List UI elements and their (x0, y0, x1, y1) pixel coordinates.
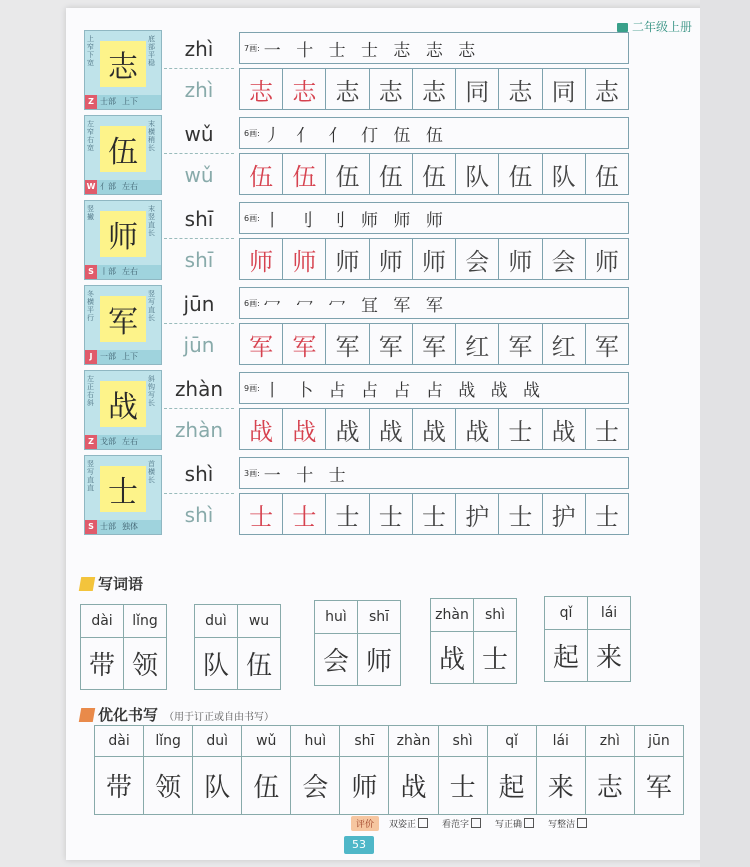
char-card (84, 455, 162, 535)
pinyin: shì (164, 455, 234, 494)
optimize-char[interactable]: 领 (155, 773, 182, 803)
word-col (238, 605, 280, 689)
radical: 丨部 (100, 267, 116, 276)
practice-cell[interactable]: 志 (594, 77, 619, 106)
checkbox[interactable] (524, 818, 534, 828)
optimize-char[interactable]: 师 (351, 773, 378, 803)
stroke-order (239, 32, 629, 64)
practice-grid (239, 68, 629, 110)
practice-cell[interactable]: 士 (283, 494, 326, 534)
practice-cell[interactable]: 志 (413, 69, 456, 109)
word-char[interactable]: 伍 (245, 651, 272, 681)
initial-letter: S (85, 265, 97, 279)
optimize-char[interactable]: 队 (204, 773, 231, 803)
stroke-order (239, 117, 629, 149)
structure-note: 竖写直直 (87, 460, 94, 492)
stroke-order (239, 202, 629, 234)
practice-grid (239, 323, 629, 365)
practice-grid (239, 408, 629, 450)
radical: 士部 (100, 522, 116, 531)
layout: 上下 (122, 352, 138, 361)
optimize-pinyin: wǔ (242, 726, 290, 757)
evaluation-item: 写整洁 (548, 817, 587, 830)
optimize-col (488, 726, 537, 814)
layout: 左右 (122, 437, 138, 446)
word-pinyin: huì (315, 601, 357, 634)
writing-tip: 斜钩写长 (148, 375, 155, 407)
word-char[interactable]: 战 (438, 645, 465, 675)
optimize-pinyin: zhàn (389, 726, 437, 757)
pinyin-trace[interactable]: zhì (184, 78, 214, 102)
stroke-count: 6画: (244, 298, 260, 308)
word-col (474, 599, 516, 683)
writing-tip: 末横稍长 (148, 120, 155, 152)
stroke-steps: 丿 亻 亻 仃 伍 伍 (263, 125, 448, 146)
word-char[interactable]: 起 (552, 643, 579, 673)
practice-cell[interactable]: 师 (413, 239, 456, 279)
char-row (84, 370, 629, 450)
initial-letter: J (85, 350, 97, 364)
practice-cell[interactable]: 师 (283, 239, 326, 279)
pinyin: jūn (164, 285, 234, 324)
practice-cell[interactable]: 战 (326, 409, 369, 449)
practice-cell[interactable]: 士 (499, 494, 542, 534)
optimize-col (586, 726, 635, 814)
writing-tip: 底部平稳 (148, 35, 155, 67)
checkbox[interactable] (418, 818, 428, 828)
practice-cell[interactable]: 志 (499, 69, 542, 109)
word-char[interactable]: 领 (131, 651, 158, 681)
word-col (315, 601, 358, 685)
practice-cell[interactable]: 士 (594, 502, 619, 531)
structure-note: 左正右斜 (87, 375, 94, 407)
words-section-title: 写词语 (80, 573, 143, 594)
char-row (84, 285, 629, 365)
optimize-section-title: 优化书写 （用于订正或自由书写） (80, 704, 274, 725)
model-char: 战 (100, 381, 146, 427)
layout: 独体 (122, 522, 138, 531)
writing-tip: 竖写直长 (148, 290, 155, 322)
optimize-grid (94, 725, 684, 815)
word-char[interactable]: 士 (481, 645, 508, 675)
optimize-pinyin: shì (439, 726, 487, 757)
structure-note: 左窄右宽 (87, 120, 94, 152)
word-pinyin: shī (358, 601, 400, 634)
model-char: 军 (100, 296, 146, 342)
evaluation-bar (351, 816, 601, 831)
pinyin: zhì (164, 30, 234, 69)
practice-grid (239, 153, 629, 195)
practice-cell[interactable]: 战 (240, 409, 283, 449)
page-edge (700, 0, 750, 867)
structure-note: 上窄下宽 (87, 35, 94, 67)
optimize-pinyin: qǐ (488, 726, 536, 757)
char-row (84, 30, 629, 110)
stroke-steps: 一 十 士 士 志 志 志 (263, 40, 481, 61)
pinyin: shī (164, 200, 234, 239)
practice-cell[interactable]: 师 (499, 239, 542, 279)
stroke-order (239, 372, 629, 404)
radical: 戈部 (100, 437, 116, 446)
radical: 一部 (100, 352, 116, 361)
structure-note: 冬横平行 (87, 290, 94, 322)
optimize-col (537, 726, 586, 814)
optimize-char[interactable]: 志 (596, 773, 623, 803)
stroke-steps: 丨 刂 刂 师 师 师 (263, 210, 448, 231)
practice-cell[interactable]: 士 (499, 409, 542, 449)
word-char[interactable]: 带 (88, 651, 115, 681)
word-pinyin: duì (195, 605, 237, 638)
practice-cell[interactable]: 会 (543, 239, 586, 279)
stroke-count: 7画: (244, 43, 260, 53)
practice-cell[interactable]: 红 (456, 324, 499, 364)
practice-cell[interactable]: 同 (456, 69, 499, 109)
practice-cell[interactable]: 军 (326, 324, 369, 364)
char-row (84, 115, 629, 195)
char-meta (85, 520, 161, 534)
optimize-char[interactable]: 伍 (253, 773, 280, 803)
word-box (544, 596, 631, 682)
page-number: 53 (344, 836, 374, 854)
practice-cell[interactable]: 军 (413, 324, 456, 364)
practice-cell[interactable]: 军 (594, 332, 619, 361)
optimize-char[interactable]: 会 (302, 773, 329, 803)
practice-cell[interactable]: 师 (326, 239, 369, 279)
char-card (84, 370, 162, 450)
practice-cell[interactable]: 护 (543, 494, 586, 534)
char-card (84, 285, 162, 365)
stroke-order (239, 457, 629, 489)
pinyin-trace[interactable]: shī (184, 248, 214, 272)
pinyin: wǔ (164, 115, 234, 154)
stroke-count: 3画: (244, 468, 260, 478)
optimize-pinyin: lái (537, 726, 585, 757)
char-card (84, 30, 162, 110)
checkbox[interactable] (577, 818, 587, 828)
optimize-char[interactable]: 战 (400, 773, 427, 803)
stroke-steps: 丨 卜 占 占 占 占 战 战 战 (263, 380, 546, 401)
optimize-col (95, 726, 144, 814)
layout: 左右 (122, 267, 138, 276)
word-col (124, 605, 166, 689)
char-row (84, 455, 629, 535)
evaluation-tag: 评价 (351, 816, 379, 831)
layout: 上下 (122, 97, 138, 106)
practice-cell[interactable]: 伍 (283, 154, 326, 194)
practice-cell[interactable]: 师 (240, 239, 283, 279)
pinyin-trace[interactable]: zhàn (174, 418, 224, 442)
optimize-col (340, 726, 389, 814)
practice-cell[interactable]: 志 (240, 69, 283, 109)
practice-cell[interactable]: 会 (456, 239, 499, 279)
word-box (430, 598, 517, 684)
word-box (314, 600, 401, 686)
char-meta (85, 350, 161, 364)
optimize-col (389, 726, 438, 814)
structure-note: 竖撇 (87, 205, 94, 221)
practice-cell[interactable]: 志 (326, 69, 369, 109)
char-meta (85, 435, 161, 449)
word-pinyin: lái (588, 597, 630, 630)
practice-cell[interactable]: 军 (283, 324, 326, 364)
word-col (81, 605, 124, 689)
stroke-count: 6画: (244, 128, 260, 138)
practice-cell[interactable]: 伍 (499, 154, 542, 194)
word-box (80, 604, 167, 690)
evaluation-item: 写正确 (495, 817, 534, 830)
char-row (84, 200, 629, 280)
word-pinyin: wu (238, 605, 280, 638)
practice-cell[interactable]: 志 (370, 69, 413, 109)
practice-cell[interactable]: 志 (283, 69, 326, 109)
optimize-pinyin: duì (193, 726, 241, 757)
stroke-order (239, 287, 629, 319)
word-char[interactable]: 会 (322, 647, 349, 677)
practice-cell[interactable]: 护 (456, 494, 499, 534)
practice-cell[interactable]: 队 (456, 154, 499, 194)
practice-cell[interactable]: 伍 (594, 162, 619, 191)
word-char[interactable]: 来 (595, 643, 622, 673)
practice-cell[interactable]: 战 (283, 409, 326, 449)
word-box (194, 604, 281, 690)
practice-cell[interactable]: 军 (240, 324, 283, 364)
word-pinyin: zhàn (431, 599, 473, 632)
practice-cell[interactable]: 红 (543, 324, 586, 364)
grade-label: 二年级上册 (617, 18, 692, 35)
practice-cell[interactable]: 同 (543, 69, 586, 109)
model-char: 师 (100, 211, 146, 257)
model-char: 伍 (100, 126, 146, 172)
stroke-count: 9画: (244, 383, 260, 393)
optimize-pinyin: zhì (586, 726, 634, 757)
char-card (84, 200, 162, 280)
word-col (358, 601, 400, 685)
initial-letter: Z (85, 435, 97, 449)
initial-letter: S (85, 520, 97, 534)
optimize-pinyin: shī (340, 726, 388, 757)
optimize-col (144, 726, 193, 814)
word-char[interactable]: 师 (365, 647, 392, 677)
practice-cell[interactable]: 师 (370, 239, 413, 279)
char-meta (85, 95, 161, 109)
word-pinyin: dài (81, 605, 123, 638)
stroke-steps: 冖 冖 冖 冝 军 军 (263, 295, 448, 316)
optimize-char[interactable]: 军 (645, 773, 672, 803)
word-char[interactable]: 队 (202, 651, 229, 681)
optimize-col (193, 726, 242, 814)
evaluation-item: 看范字 (442, 817, 481, 830)
optimize-col (291, 726, 340, 814)
optimize-col (439, 726, 488, 814)
word-col (431, 599, 474, 683)
writing-tip: 末竖直长 (148, 205, 155, 237)
evaluation-item: 双姿正 (389, 817, 428, 830)
pinyin-trace[interactable]: shì (184, 503, 214, 527)
char-meta (85, 180, 161, 194)
stroke-steps: 一 十 士 (263, 465, 351, 486)
radical: 士部 (100, 97, 116, 106)
model-char: 士 (100, 466, 146, 512)
practice-cell[interactable]: 士 (240, 494, 283, 534)
radical: 亻部 (100, 182, 116, 191)
practice-grid (239, 493, 629, 535)
pinyin-trace[interactable]: jūn (183, 333, 215, 357)
pinyin-trace[interactable]: wǔ (184, 163, 214, 187)
practice-cell[interactable]: 士 (326, 494, 369, 534)
char-meta (85, 265, 161, 279)
optimize-pinyin: jūn (635, 726, 683, 757)
optimize-char[interactable]: 起 (498, 773, 525, 803)
optimize-char[interactable]: 带 (106, 773, 133, 803)
optimize-char[interactable]: 来 (547, 773, 574, 803)
practice-cell[interactable]: 伍 (326, 154, 369, 194)
practice-cell[interactable]: 士 (594, 417, 619, 446)
pencil-icon (79, 577, 95, 591)
pinyin: zhàn (164, 370, 234, 409)
word-col (545, 597, 588, 681)
model-char: 志 (100, 41, 146, 87)
practice-cell[interactable]: 士 (413, 494, 456, 534)
practice-cell[interactable]: 战 (370, 409, 413, 449)
checkbox[interactable] (471, 818, 481, 828)
stroke-count: 6画: (244, 213, 260, 223)
optimize-pinyin: lǐng (144, 726, 192, 757)
writing-tip: 首横长 (148, 460, 155, 484)
optimize-char[interactable]: 士 (449, 773, 476, 803)
initial-letter: W (85, 180, 97, 194)
practice-cell[interactable]: 队 (543, 154, 586, 194)
layout: 左右 (122, 182, 138, 191)
optimize-pinyin: huì (291, 726, 339, 757)
practice-cell[interactable]: 战 (413, 409, 456, 449)
optimize-col (242, 726, 291, 814)
word-pinyin: shì (474, 599, 516, 632)
word-col (195, 605, 238, 689)
initial-letter: Z (85, 95, 97, 109)
optimize-col (635, 726, 683, 814)
practice-grid (239, 238, 629, 280)
practice-cell[interactable]: 伍 (413, 154, 456, 194)
word-pinyin: qǐ (545, 597, 587, 630)
practice-cell[interactable]: 师 (594, 247, 619, 276)
practice-cell[interactable]: 伍 (370, 154, 413, 194)
practice-cell[interactable]: 战 (456, 409, 499, 449)
practice-cell[interactable]: 士 (370, 494, 413, 534)
optimize-pinyin: dài (95, 726, 143, 757)
word-col (588, 597, 630, 681)
practice-cell[interactable]: 军 (370, 324, 413, 364)
practice-cell[interactable]: 军 (499, 324, 542, 364)
char-card (84, 115, 162, 195)
apple-icon (79, 708, 95, 722)
practice-cell[interactable]: 伍 (240, 154, 283, 194)
practice-cell[interactable]: 战 (543, 409, 586, 449)
word-pinyin: lǐng (124, 605, 166, 638)
workbook-page (66, 8, 706, 860)
